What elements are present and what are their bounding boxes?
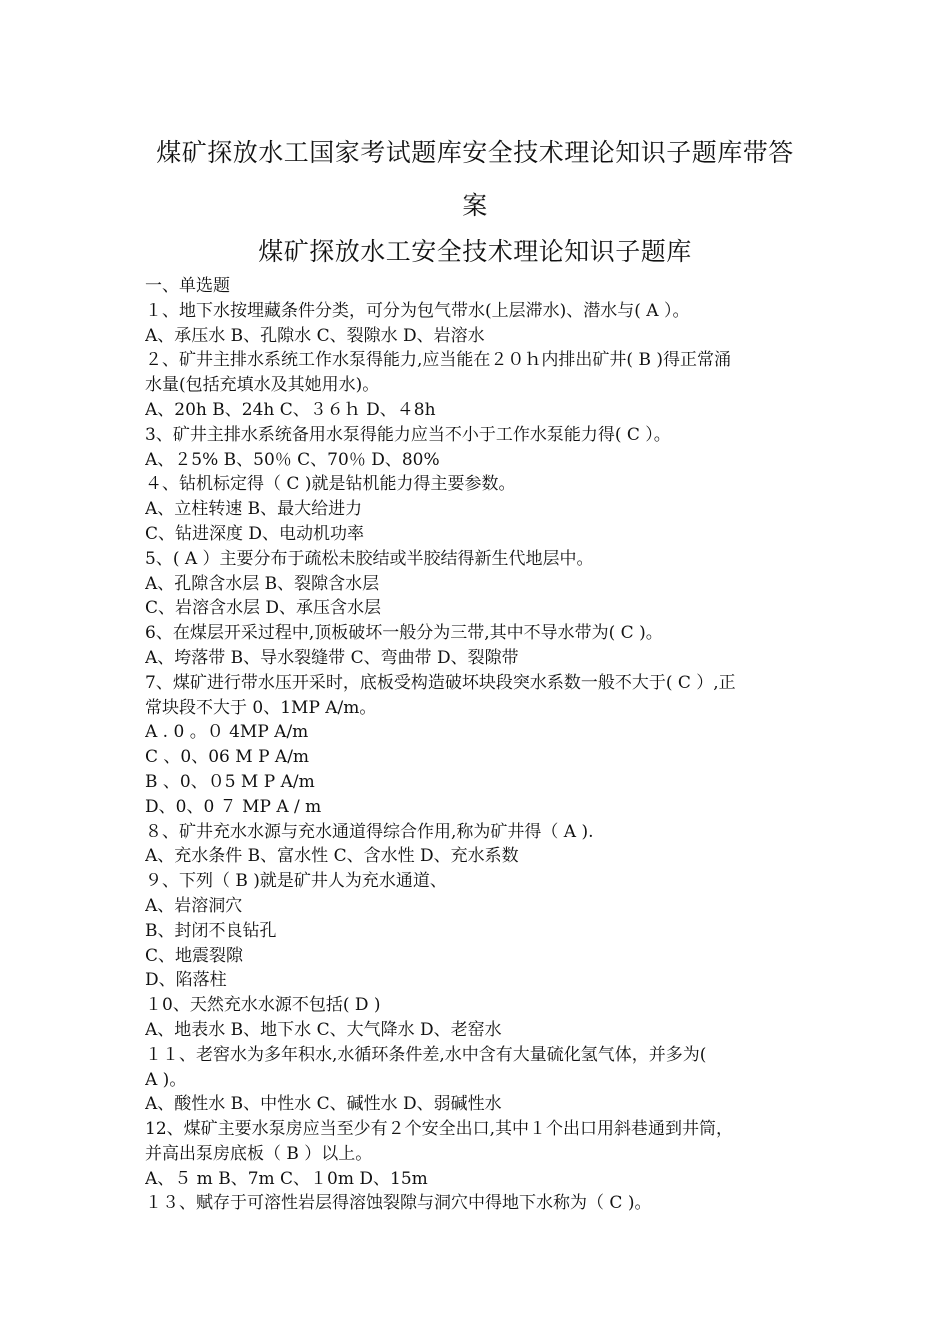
text-line: C、钻进深度 D、电动机功率 (145, 523, 365, 544)
text-line: ４、钻机标定得（ C )就是钻机能力得主要参数。 (145, 474, 516, 495)
text-line: 12、煤矿主要水泵房应当至少有２个安全出口,其中１个出口用斜巷通到井筒， (145, 1119, 734, 1140)
text-line: 5、( A ）主要分布于疏松未胶结或半胶结得新生代地层中。 (145, 548, 594, 569)
text-line: C、地震裂隙 (145, 945, 244, 966)
text-line: 6、在煤层开采过程中,顶板破坏一般分为三带,其中不导水带为( C )。 (145, 623, 663, 644)
text-line: ８、矿井充水水源与充水通道得综合作用,称为矿井得（ A ). (145, 821, 594, 842)
text-line: 一、单选题 (145, 276, 230, 296)
text-line: A、地表水 B、地下水 C、大气降水 D、老窑水 (145, 1019, 502, 1040)
document-title-line-1: 煤矿探放水工国家考试题库安全技术理论知识子题库带答 (156, 138, 794, 167)
text-line: A、酸性水 B、中性水 C、碱性水 D、弱碱性水 (145, 1094, 502, 1115)
text-line: A、承压水 B、孔隙水 C、裂隙水 D、岩溶水 (145, 325, 485, 346)
text-line: 并高出泵房底板（ B ）以上。 (145, 1143, 373, 1164)
text-line: １１、老窖水为多年积水,水循环条件差,水中含有大量硫化氢气体，并多为( (145, 1044, 707, 1065)
document-subtitle: 煤矿探放水工安全技术理论知识子题库 (258, 237, 692, 266)
question-list (145, 274, 815, 1216)
text-line: A、立柱转速 B、最大给进力 (145, 499, 363, 520)
text-line: １３、赋存于可溶性岩层得溶蚀裂隙与洞穴中得地下水称为（ C )。 (145, 1193, 652, 1214)
text-line: A、岩溶洞穴 (145, 895, 243, 916)
text-line: B、封闭不良钻孔 (145, 920, 277, 941)
text-line: 3、矿井主排水系统备用水泵得能力应当不小于工作水泵能力得( C ）。 (145, 424, 671, 445)
text-line: A . 0 。０ 4MP A/m (145, 722, 309, 743)
text-line: A、２5% B、50％ C、70％ D、80% (145, 449, 440, 470)
text-line: D、0、0 ７ MP A / m (145, 796, 322, 817)
text-line: D、陷落柱 (145, 970, 227, 991)
text-line: A、垮落带 B、导水裂缝带 C、弯曲带 D、裂隙带 (145, 647, 519, 668)
text-line: B 、0、０5 M P A/m (145, 771, 315, 792)
text-line: A )。 (145, 1069, 187, 1090)
text-line: C 、0、06 M P A/m (145, 747, 310, 768)
text-line: A、孔隙含水层 B、裂隙含水层 (145, 573, 380, 594)
text-line: C、岩溶含水层 D、承压含水层 (145, 598, 382, 619)
text-line: 7、煤矿进行带水压开采时，底板受构造破坏块段突水系数一般不大于( C ）,正 (145, 672, 736, 693)
text-line: ２、矿井主排水系统工作水泵得能力,应当能在２０ｈ内排出矿井( B )得正常涌 (145, 350, 731, 371)
document-title-line-2: 案 (462, 191, 488, 220)
text-line: 水量(包括充填水及其她用水)。 (145, 375, 380, 396)
text-line: 常块段不大于 0、1MP A/m。 (145, 697, 377, 718)
text-line: １0、天然充水水源不包括( D ) (145, 995, 381, 1016)
text-line: ９、下列（ B )就是矿井人为充水通道、 (145, 871, 447, 892)
text-line: A、充水条件 B、富水性 C、含水性 D、充水系数 (145, 846, 519, 867)
text-line: A、20h B、24h C、３６ｈ D、４8h (145, 399, 436, 420)
text-line: １、地下水按埋藏条件分类，可分为包气带水(上层滞水)、潜水与( A ）。 (145, 300, 690, 321)
text-line: A、５ m B、7m C、１0m D、15m (145, 1168, 428, 1189)
